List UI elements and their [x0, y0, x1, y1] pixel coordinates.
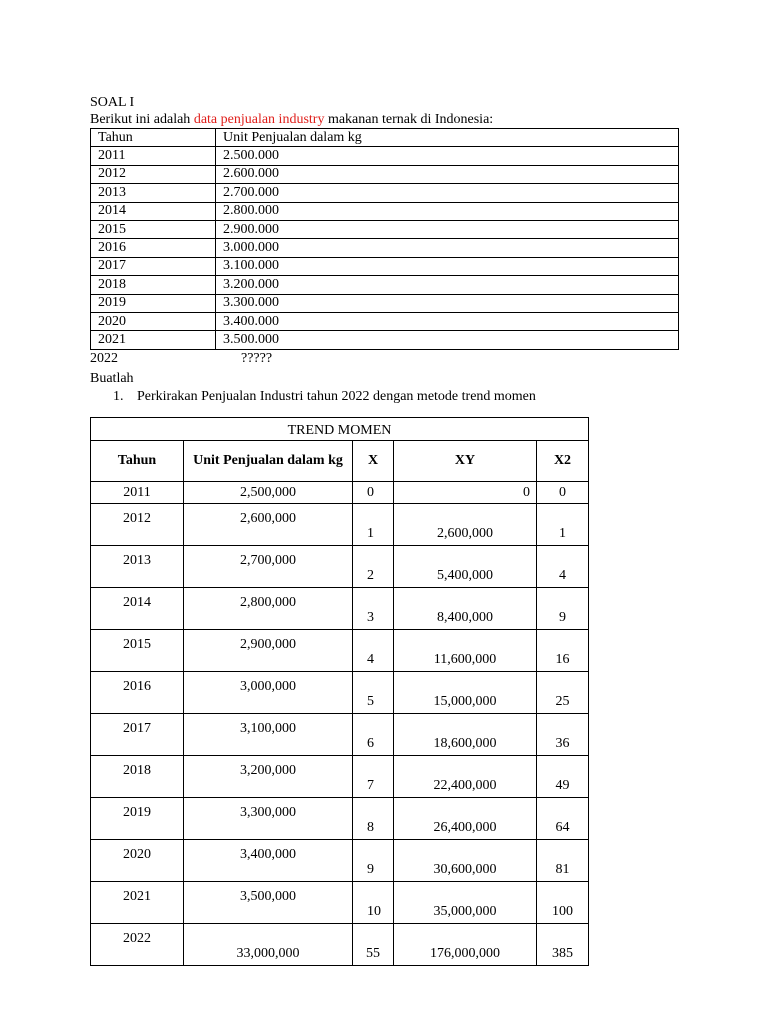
trend-momen-table [90, 417, 589, 966]
trend-xy-cell: 8,400,000 [394, 588, 537, 630]
sales-year-cell: 2013 [91, 184, 216, 202]
table-row [91, 165, 679, 183]
trend-units-cell: 3,200,000 [184, 756, 353, 798]
sales-year-cell: 2018 [91, 276, 216, 294]
trend-x2-cell: 49 [537, 756, 589, 798]
table-row [91, 672, 589, 714]
table-row [91, 184, 679, 202]
sales-value-cell: 3.500.000 [216, 331, 679, 349]
unknown-year: 2022 [90, 351, 118, 366]
table-row [91, 276, 679, 294]
intro-before: Berikut ini adalah [90, 112, 194, 127]
trend-year-cell: 2018 [91, 756, 184, 798]
sales-value-cell: 3.300.000 [216, 294, 679, 312]
trend-x-cell: 6 [353, 714, 394, 756]
trend-title: TREND MOMEN [91, 418, 589, 441]
trend-year-cell: 2016 [91, 672, 184, 714]
trend-x2-cell: 9 [537, 588, 589, 630]
table-row [91, 714, 589, 756]
sales-header-year: Tahun [91, 129, 216, 147]
trend-xy-cell: 26,400,000 [394, 798, 537, 840]
sales-year-cell: 2014 [91, 202, 216, 220]
sales-value-cell: 3.400.000 [216, 312, 679, 330]
table-row [91, 630, 589, 672]
sales-year-cell: 2016 [91, 239, 216, 257]
trend-xy-cell: 5,400,000 [394, 546, 537, 588]
table-row [91, 756, 589, 798]
intro-after: makanan ternak di Indonesia: [324, 112, 494, 127]
sales-value-cell: 2.900.000 [216, 220, 679, 238]
sales-value-cell: 2.700.000 [216, 184, 679, 202]
trend-year-cell: 2022 [91, 924, 184, 966]
table-row [91, 331, 679, 349]
sales-value-cell: 2.500.000 [216, 147, 679, 165]
trend-year-cell: 2012 [91, 504, 184, 546]
sales-value-cell: 3.200.000 [216, 276, 679, 294]
trend-x-cell: 5 [353, 672, 394, 714]
trend-x2-cell: 1 [537, 504, 589, 546]
sales-value-cell: 3.000.000 [216, 239, 679, 257]
trend-xy-cell: 0 [394, 482, 537, 504]
trend-x2-cell: 36 [537, 714, 589, 756]
trend-header-xy: XY [394, 441, 537, 482]
table-row [91, 257, 679, 275]
trend-units-cell: 3,000,000 [184, 672, 353, 714]
trend-units-cell: 33,000,000 [184, 924, 353, 966]
trend-total-row [91, 924, 589, 966]
trend-units-cell: 3,500,000 [184, 882, 353, 924]
table-row [91, 546, 589, 588]
table-row [91, 798, 589, 840]
trend-units-cell: 3,100,000 [184, 714, 353, 756]
trend-x-cell: 9 [353, 840, 394, 882]
sales-year-cell: 2015 [91, 220, 216, 238]
trend-x2-cell: 100 [537, 882, 589, 924]
table-row [91, 147, 679, 165]
trend-xy-cell: 2,600,000 [394, 504, 537, 546]
trend-year-cell: 2011 [91, 482, 184, 504]
trend-x-cell: 1 [353, 504, 394, 546]
sales-table [90, 128, 679, 350]
trend-x-cell: 2 [353, 546, 394, 588]
trend-year-cell: 2021 [91, 882, 184, 924]
trend-year-cell: 2015 [91, 630, 184, 672]
trend-x2-cell: 25 [537, 672, 589, 714]
sales-table-header [91, 129, 679, 147]
intro-text [90, 112, 493, 128]
trend-xy-cell: 30,600,000 [394, 840, 537, 882]
trend-units-cell: 2,900,000 [184, 630, 353, 672]
table-row [91, 882, 589, 924]
trend-year-cell: 2017 [91, 714, 184, 756]
table-row [91, 220, 679, 238]
sales-header-units: Unit Penjualan dalam kg [216, 129, 679, 147]
table-row [91, 840, 589, 882]
trend-xy-cell: 176,000,000 [394, 924, 537, 966]
sales-value-cell: 3.100.000 [216, 257, 679, 275]
trend-xy-cell: 15,000,000 [394, 672, 537, 714]
trend-x-cell: 8 [353, 798, 394, 840]
task-number: 1. [113, 389, 124, 404]
trend-x2-cell: 81 [537, 840, 589, 882]
sales-year-cell: 2017 [91, 257, 216, 275]
trend-units-cell: 3,300,000 [184, 798, 353, 840]
trend-x2-cell: 4 [537, 546, 589, 588]
page-heading: SOAL I [90, 95, 135, 110]
trend-xy-cell: 35,000,000 [394, 882, 537, 924]
trend-header-x2: X2 [537, 441, 589, 482]
trend-units-cell: 2,600,000 [184, 504, 353, 546]
trend-x-cell: 3 [353, 588, 394, 630]
trend-x-cell: 55 [353, 924, 394, 966]
trend-units-cell: 2,700,000 [184, 546, 353, 588]
sales-year-cell: 2020 [91, 312, 216, 330]
trend-x-cell: 10 [353, 882, 394, 924]
sales-year-cell: 2021 [91, 331, 216, 349]
unknown-value: ????? [241, 351, 273, 366]
table-row [91, 504, 589, 546]
table-row [91, 239, 679, 257]
trend-year-cell: 2013 [91, 546, 184, 588]
intro-highlight: data penjualan industry [193, 112, 325, 127]
sales-value-cell: 2.600.000 [216, 165, 679, 183]
trend-header-units: Unit Penjualan dalam kg [184, 441, 353, 482]
table-row [91, 202, 679, 220]
table-row [91, 312, 679, 330]
sales-year-cell: 2012 [91, 165, 216, 183]
trend-units-cell: 2,800,000 [184, 588, 353, 630]
trend-units-cell: 3,400,000 [184, 840, 353, 882]
trend-x2-cell: 16 [537, 630, 589, 672]
trend-title-row [91, 418, 589, 441]
sales-value-cell: 2.800.000 [216, 202, 679, 220]
trend-x-cell: 0 [353, 482, 394, 504]
trend-x2-cell: 64 [537, 798, 589, 840]
trend-units-cell: 2,500,000 [184, 482, 353, 504]
trend-year-cell: 2014 [91, 588, 184, 630]
trend-xy-cell: 22,400,000 [394, 756, 537, 798]
trend-xy-cell: 11,600,000 [394, 630, 537, 672]
sales-year-cell: 2011 [91, 147, 216, 165]
trend-header-year: Tahun [91, 441, 184, 482]
trend-x2-cell: 0 [537, 482, 589, 504]
trend-x2-cell: 385 [537, 924, 589, 966]
table-row [91, 482, 589, 504]
task-text: Perkirakan Penjualan Industri tahun 2022 dengan metode trend momen [137, 389, 536, 404]
trend-header-row [91, 441, 589, 482]
trend-year-cell: 2019 [91, 798, 184, 840]
instruction: Buatlah [90, 371, 134, 386]
trend-xy-cell: 18,600,000 [394, 714, 537, 756]
trend-header-x: X [353, 441, 394, 482]
table-row [91, 588, 589, 630]
trend-year-cell: 2020 [91, 840, 184, 882]
table-row [91, 294, 679, 312]
sales-year-cell: 2019 [91, 294, 216, 312]
trend-x-cell: 4 [353, 630, 394, 672]
trend-x-cell: 7 [353, 756, 394, 798]
